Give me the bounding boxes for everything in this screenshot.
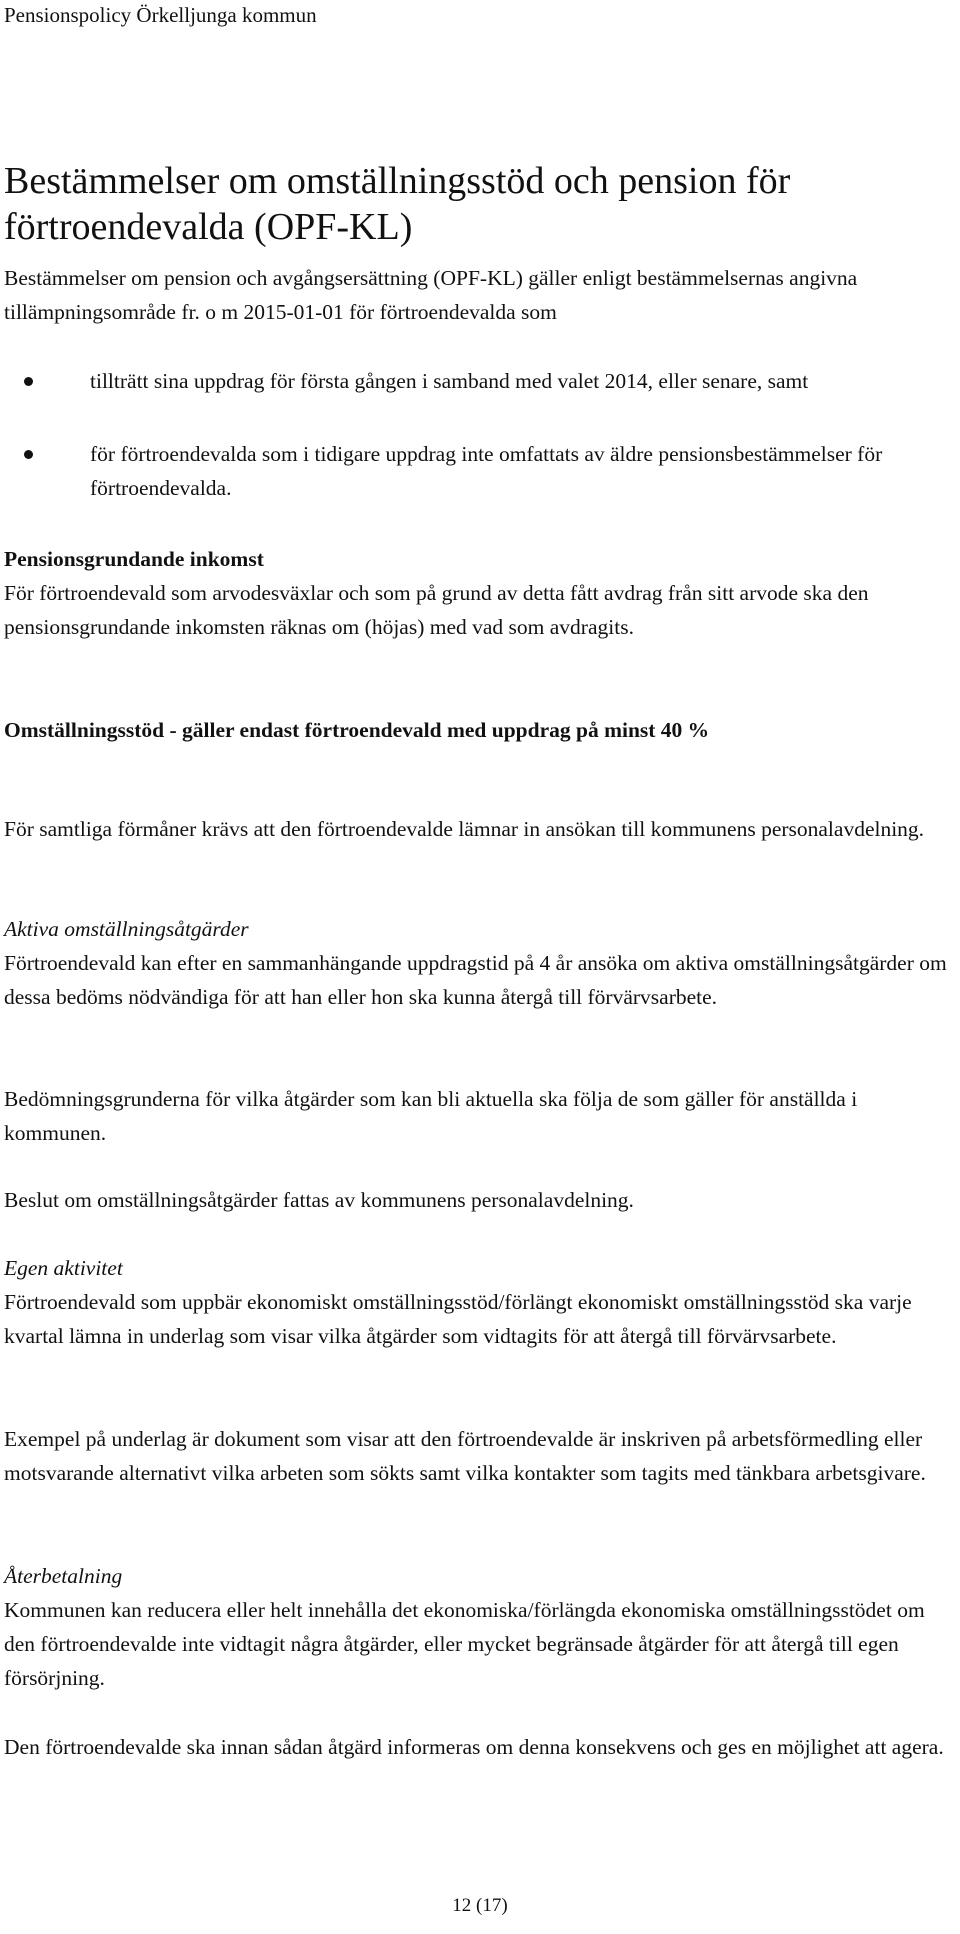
section-heading: Omställningsstöd - gäller endast förtroendevald med uppdrag på minst 40 % <box>4 718 710 742</box>
section-paragraph: Den förtroendevalde ska innan sådan åtgärd informeras om denna konsekvens och ges en möjlighet att agera. <box>4 1735 944 1759</box>
bullet-text: för förtroendevalda som i tidigare uppdrag inte omfattats av äldre pensionsbestämmelser för förtroendevalda. <box>90 442 883 500</box>
section-paragraph: För förtroendevald som arvodesväxlar och som på grund av detta fått avdrag från sitt arvode ska den pensionsgrundande inkomsten räknas om (höjas) med vad som avdragits. <box>4 581 869 639</box>
page-number: 12 (17) <box>452 1895 508 1916</box>
section-paragraph: Förtroendevald kan efter en sammanhängande uppdragstid på 4 år ansöka om aktiva omställningsåtgärder om dessa bedöms nödvändiga för att han eller hon ska kunna återgå till förvärvsarbete. <box>4 951 947 1009</box>
bullet-text: tillträtt sina uppdrag för första gången i samband med valet 2014, eller senare, samt <box>90 369 809 393</box>
section-paragraph: Exempel på underlag är dokument som visar att den förtroendevalde är inskriven på arbetsförmedling eller motsvarande alternativt vilka arbeten som sökts samt vilka kontakter som tagits med tänkbara arbetsgivare. <box>4 1427 926 1485</box>
section-paragraph: Bedömningsgrunderna för vilka åtgärder som kan bli aktuella ska följa de som gäller för anställda i kommunen. <box>4 1087 858 1145</box>
subsection-heading: Aktiva omställningsåtgärder <box>4 917 249 941</box>
running-header: Pensionspolicy Örkelljunga kommun <box>4 3 317 27</box>
page-title: Bestämmelser om omställningsstöd och pension för förtroendevalda (OPF-KL) <box>4 160 791 248</box>
section-paragraph: Beslut om omställningsåtgärder fattas av kommunens personalavdelning. <box>4 1188 634 1212</box>
section-heading: Pensionsgrundande inkomst <box>4 547 264 571</box>
section-paragraph: För samtliga förmåner krävs att den förtroendevalde lämnar in ansökan till kommunens personalavdelning. <box>4 817 925 841</box>
subsection-heading: Återbetalning <box>4 1564 123 1588</box>
intro-paragraph: Bestämmelser om pension och avgångsersättning (OPF-KL) gäller enligt bestämmelsernas angivna tillämpningsområde fr. o m 2015-01-01 för förtroendevalda som <box>4 266 858 324</box>
subsection-heading: Egen aktivitet <box>4 1256 123 1280</box>
bullet-icon <box>24 450 33 459</box>
section-paragraph: Kommunen kan reducera eller helt innehålla det ekonomiska/förlängda ekonomiska omställningsstödet om den förtroendevalde inte vidtagit några åtgärder, eller mycket begränsade åtgärder för att återgå till egen försörjning. <box>4 1598 925 1690</box>
bullet-icon <box>24 377 33 386</box>
section-paragraph: Förtroendevald som uppbär ekonomiskt omställningsstöd/förlängt ekonomiskt omställningsstöd ska varje kvartal lämna in underlag som visar vilka åtgärder som vidtagits för att återgå till förvärvsarbete. <box>4 1290 912 1348</box>
